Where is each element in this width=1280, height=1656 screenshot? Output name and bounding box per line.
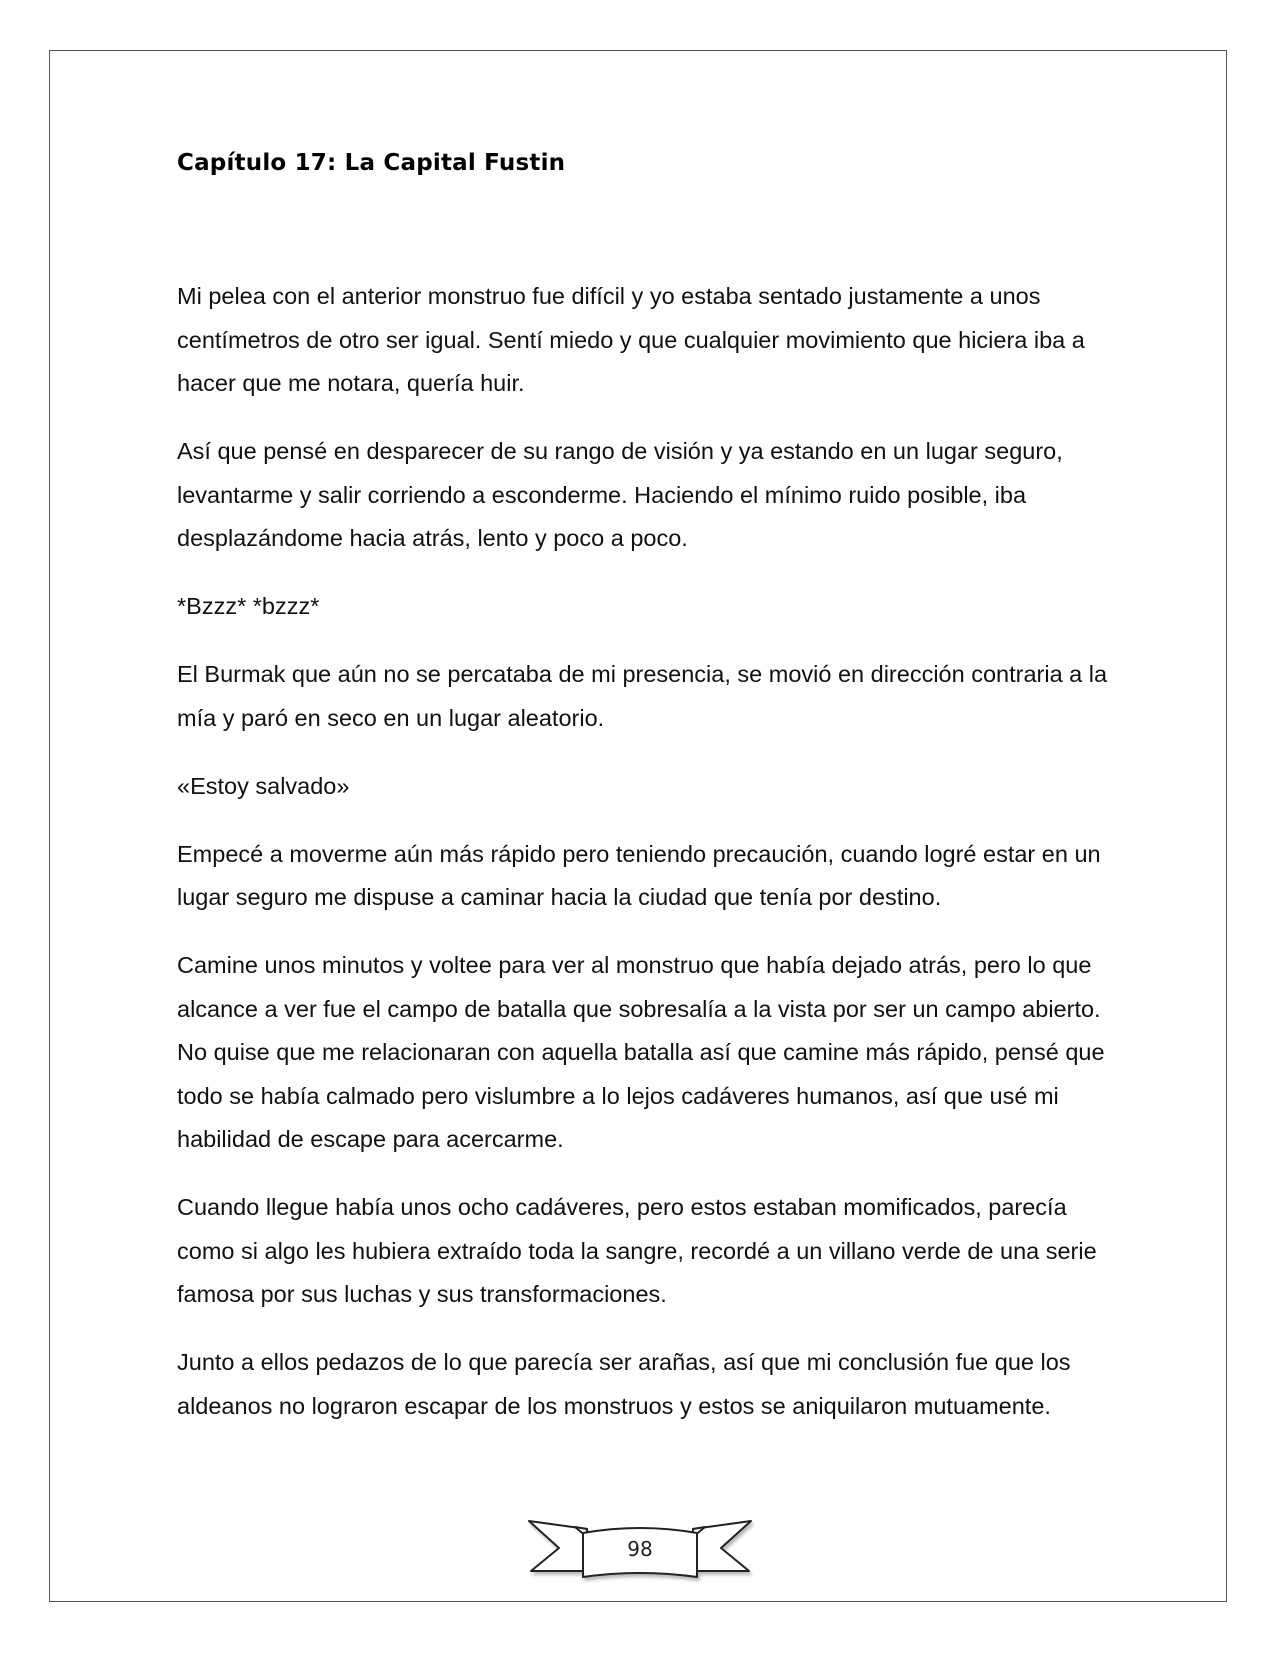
chapter-title: Capítulo 17: La Capital Fustin (177, 150, 566, 176)
paragraph: Camine unos minutos y voltee para ver al monstruo que había dejado atrás, pero lo que alcance a ver fue el campo de batalla que sobresalía a la vista por ser un campo abierto. No quise que me relacionaran con aquella batalla así que camine más rápido, pensé que todo se había calmado pero vislumbre a lo lejos cadáveres humanos, así que usé mi habilidad de escape para acercarme. (177, 952, 1105, 1152)
paragraph: Empecé a moverme aún más rápido pero teniendo precaución, cuando logré estar en un lugar seguro me dispuse a caminar hacia la ciudad que tenía por destino. (177, 840, 1101, 910)
paragraph: El Burmak que aún no se percataba de mi presencia, se movió en dirección contraria a la mía y paró en seco en un lugar aleatorio. (177, 661, 1108, 731)
paragraph: «Estoy salvado» (177, 772, 350, 799)
page-number: 98 (627, 1537, 653, 1561)
paragraph: Así que pensé en desparecer de su rango de visión y ya estando en un lugar seguro, levantarme y salir corriendo a esconderme. Haciendo el mínimo ruido posible, iba desplazándome hacia atrás, lento y poco a poco. (177, 438, 1063, 551)
paragraph: Cuando llegue había unos ocho cadáveres, pero estos estaban momificados, parecía como si algo les hubiera extraído toda la sangre, recordé a un villano verde de una serie famosa por sus luchas y sus transformaciones. (177, 1194, 1097, 1307)
paragraph: *Bzzz* *bzzz* (177, 593, 320, 619)
chapter-body (177, 275, 1117, 1453)
paragraph: Junto a ellos pedazos de lo que parecía ser arañas, así que mi conclusión fue que los aldeanos no lograron escapar de los monstruos y estos se aniquilaron mutuamente. (177, 1349, 1071, 1419)
paragraph: Mi pelea con el anterior monstruo fue difícil y yo estaba sentado justamente a unos centímetros de otro ser igual. Sentí miedo y que cualquier movimiento que hiciera iba a hacer que me notara, quería huir. (177, 283, 1085, 396)
